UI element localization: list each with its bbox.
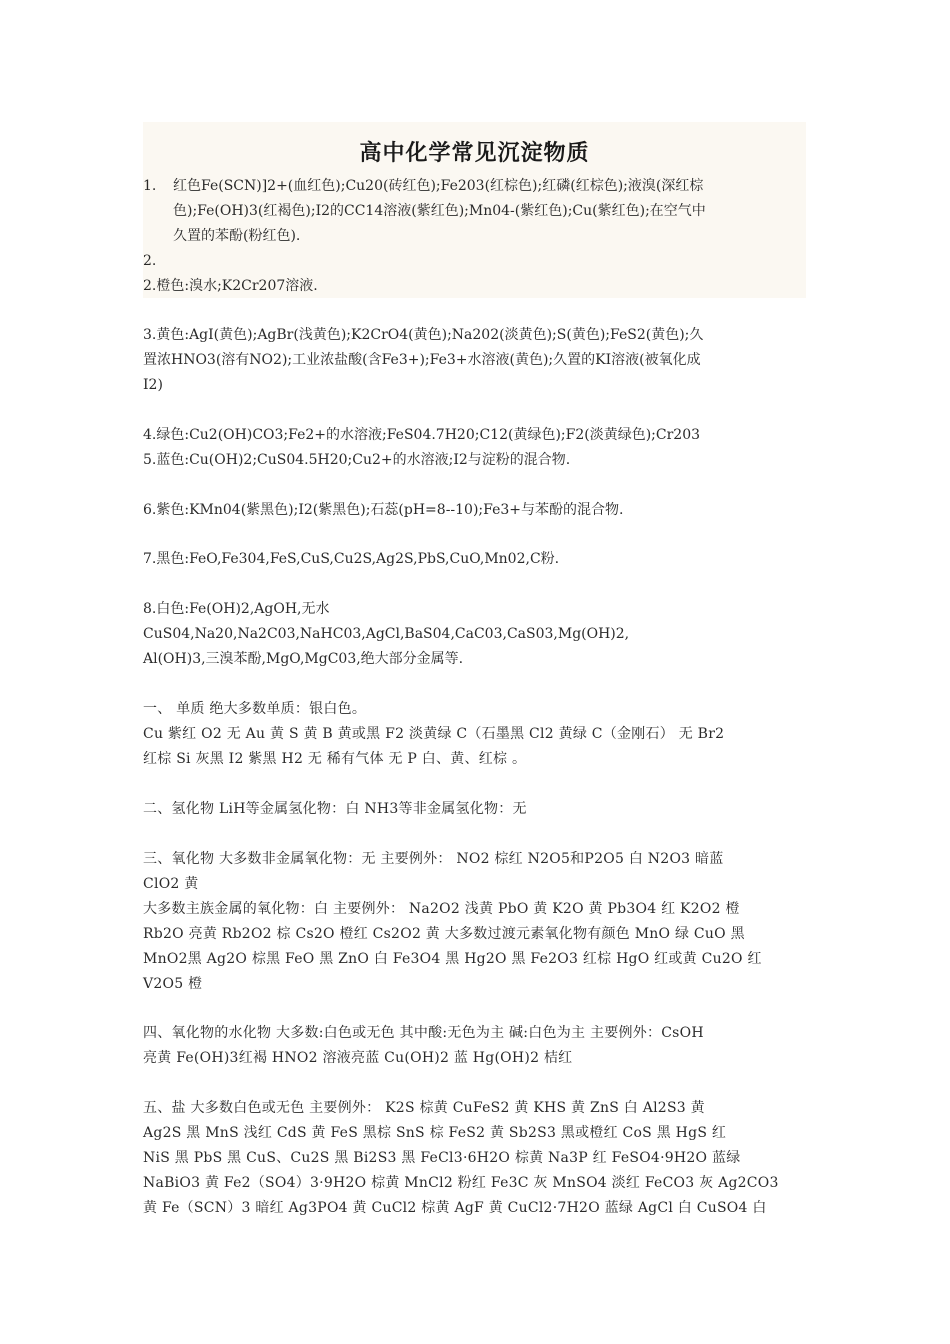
section-4-line-1: 四、氧化物的水化物 大多数:白色或无色 其中酸:无色为主 碱:白色为主 主要例外：CsOH — [143, 1025, 704, 1041]
section-3-line-6: V2O5 橙 — [143, 976, 203, 992]
section-1-heading: 一、 单质 绝大多数单质：银白色。 — [143, 701, 367, 717]
section-5-line-5: 黄 Fe（SCN）3 暗红 Ag3PO4 黄 CuCl2 棕黄 AgF 黄 CuCl2·7H2O 蓝绿 AgCl 白 CuSO4 白 — [143, 1200, 767, 1216]
item-3-line-3: I2) — [143, 377, 163, 393]
section-5-line-2: Ag2S 黑 MnS 浅红 CdS 黄 FeS 黑棕 SnS 棕 FeS2 黄 Sb2S3 黑或橙红 CoS 黑 HgS 红 — [143, 1125, 727, 1141]
section-3-line-2: ClO2 黄 — [143, 876, 199, 892]
page-title: 高中化学常见沉淀物质 — [359, 140, 590, 166]
item-6-purple: 6.紫色:KMn04(紫黑色);I2(紫黑色);石蕊(pH=8--10);Fe3+与苯酚的混合物. — [143, 502, 624, 518]
section-2-hydrides: 二、氢化物 LiH等金属氢化物：白 NH3等非金属氢化物：无 — [143, 801, 527, 817]
section-3-line-4: Rb2O 亮黄 Rb2O2 棕 Cs2O 橙红 Cs2O2 黄 大多数过渡元素氧化物有颜色 MnO 绿 CuO 黑 — [143, 926, 745, 942]
item-3-line-2: 置浓HNO3(溶有NO2);工业浓盐酸(含Fe3+);Fe3+水溶液(黄色);久置的KI溶液(被氧化成 — [143, 352, 701, 368]
item-8-line-3: Al(OH)3,三溴苯酚,MgO,MgC03,绝大部分金属等. — [143, 651, 464, 667]
item-1-line-2: 色);Fe(OH)3(红褐色);I2的CC14溶液(紫红色);Mn04-(紫红色);Cu(紫红色);在空气中 — [173, 203, 706, 219]
item-3-line-1: 3.黄色:AgI(黄色);AgBr(浅黄色);K2CrO4(黄色);Na202(淡黄色);S(黄色);FeS2(黄色);久 — [143, 327, 704, 343]
section-4-line-2: 亮黄 Fe(OH)3红褐 HNO2 溶液亮蓝 Cu(OH)2 蓝 Hg(OH)2 桔红 — [143, 1050, 573, 1066]
section-5-line-4: NaBiO3 黄 Fe2（SO4）3·9H2O 棕黄 MnCl2 粉红 Fe3C 灰 MnSO4 淡红 FeCO3 灰 Ag2CO3 — [143, 1175, 779, 1191]
section-1-line-3: 红棕 Si 灰黑 I2 紫黑 H2 无 稀有气体 无 P 白、黄、红棕 。 — [143, 751, 527, 767]
item-1-line-3: 久置的苯酚(粉红色). — [173, 228, 301, 244]
item-7-black: 7.黑色:FeO,Fe304,FeS,CuS,Cu2S,Ag2S,PbS,CuO,Mn02,C粉. — [143, 551, 560, 567]
section-1-line-2: Cu 紫红 O2 无 Au 黄 S 黄 B 黄或黑 F2 淡黄绿 C（石墨黑 Cl2 黄绿 C（金刚石） 无 Br2 — [143, 726, 725, 742]
item-8-line-2: CuS04,Na20,Na2C03,NaHC03,AgCl,BaS04,CaC03,CaS03,Mg(OH)2, — [143, 626, 630, 642]
item-4-green: 4.绿色:Cu2(OH)CO3;Fe2+的水溶液;FeS04.7H20;C12(黄绿色);F2(淡黄绿色);Cr203 — [143, 427, 701, 443]
item-5-blue: 5.蓝色:Cu(OH)2;CuS04.5H20;Cu2+的水溶液;I2与淀粉的混合物. — [143, 452, 571, 468]
section-5-line-1: 五、盐 大多数白色或无色 主要例外： K2S 棕黄 CuFeS2 黄 KHS 黄 ZnS 白 Al2S3 黄 — [143, 1100, 705, 1116]
item-2-orange: 2.橙色:溴水;K2Cr207溶液. — [143, 278, 318, 294]
item-1-number: 1. — [143, 178, 157, 194]
item-8-line-1: 8.白色:Fe(OH)2,AgOH,无水 — [143, 601, 330, 617]
section-3-line-1: 三、氧化物 大多数非金属氧化物：无 主要例外： NO2 棕红 N2O5和P2O5 白 N2O3 暗蓝 — [143, 851, 724, 867]
item-2-empty: 2. — [143, 253, 157, 269]
section-5-line-3: NiS 黑 PbS 黑 CuS、Cu2S 黑 Bi2S3 黑 FeCl3·6H2O 棕黄 Na3P 红 FeSO4·9H2O 蓝绿 — [143, 1150, 741, 1166]
section-3-line-5: MnO2黑 Ag2O 棕黑 FeO 黑 ZnO 白 Fe3O4 黑 Hg2O 黑 Fe2O3 红棕 HgO 红或黄 Cu2O 红 — [143, 951, 762, 967]
section-3-line-3: 大多数主族金属的氧化物：白 主要例外： Na2O2 浅黄 PbO 黄 K2O 黄 Pb3O4 红 K2O2 橙 — [143, 901, 740, 917]
item-1-line-1: 红色Fe(SCN)]2+(血红色);Cu20(砖红色);Fe203(红棕色);红磷(红棕色);液溴(深红棕 — [173, 178, 704, 194]
